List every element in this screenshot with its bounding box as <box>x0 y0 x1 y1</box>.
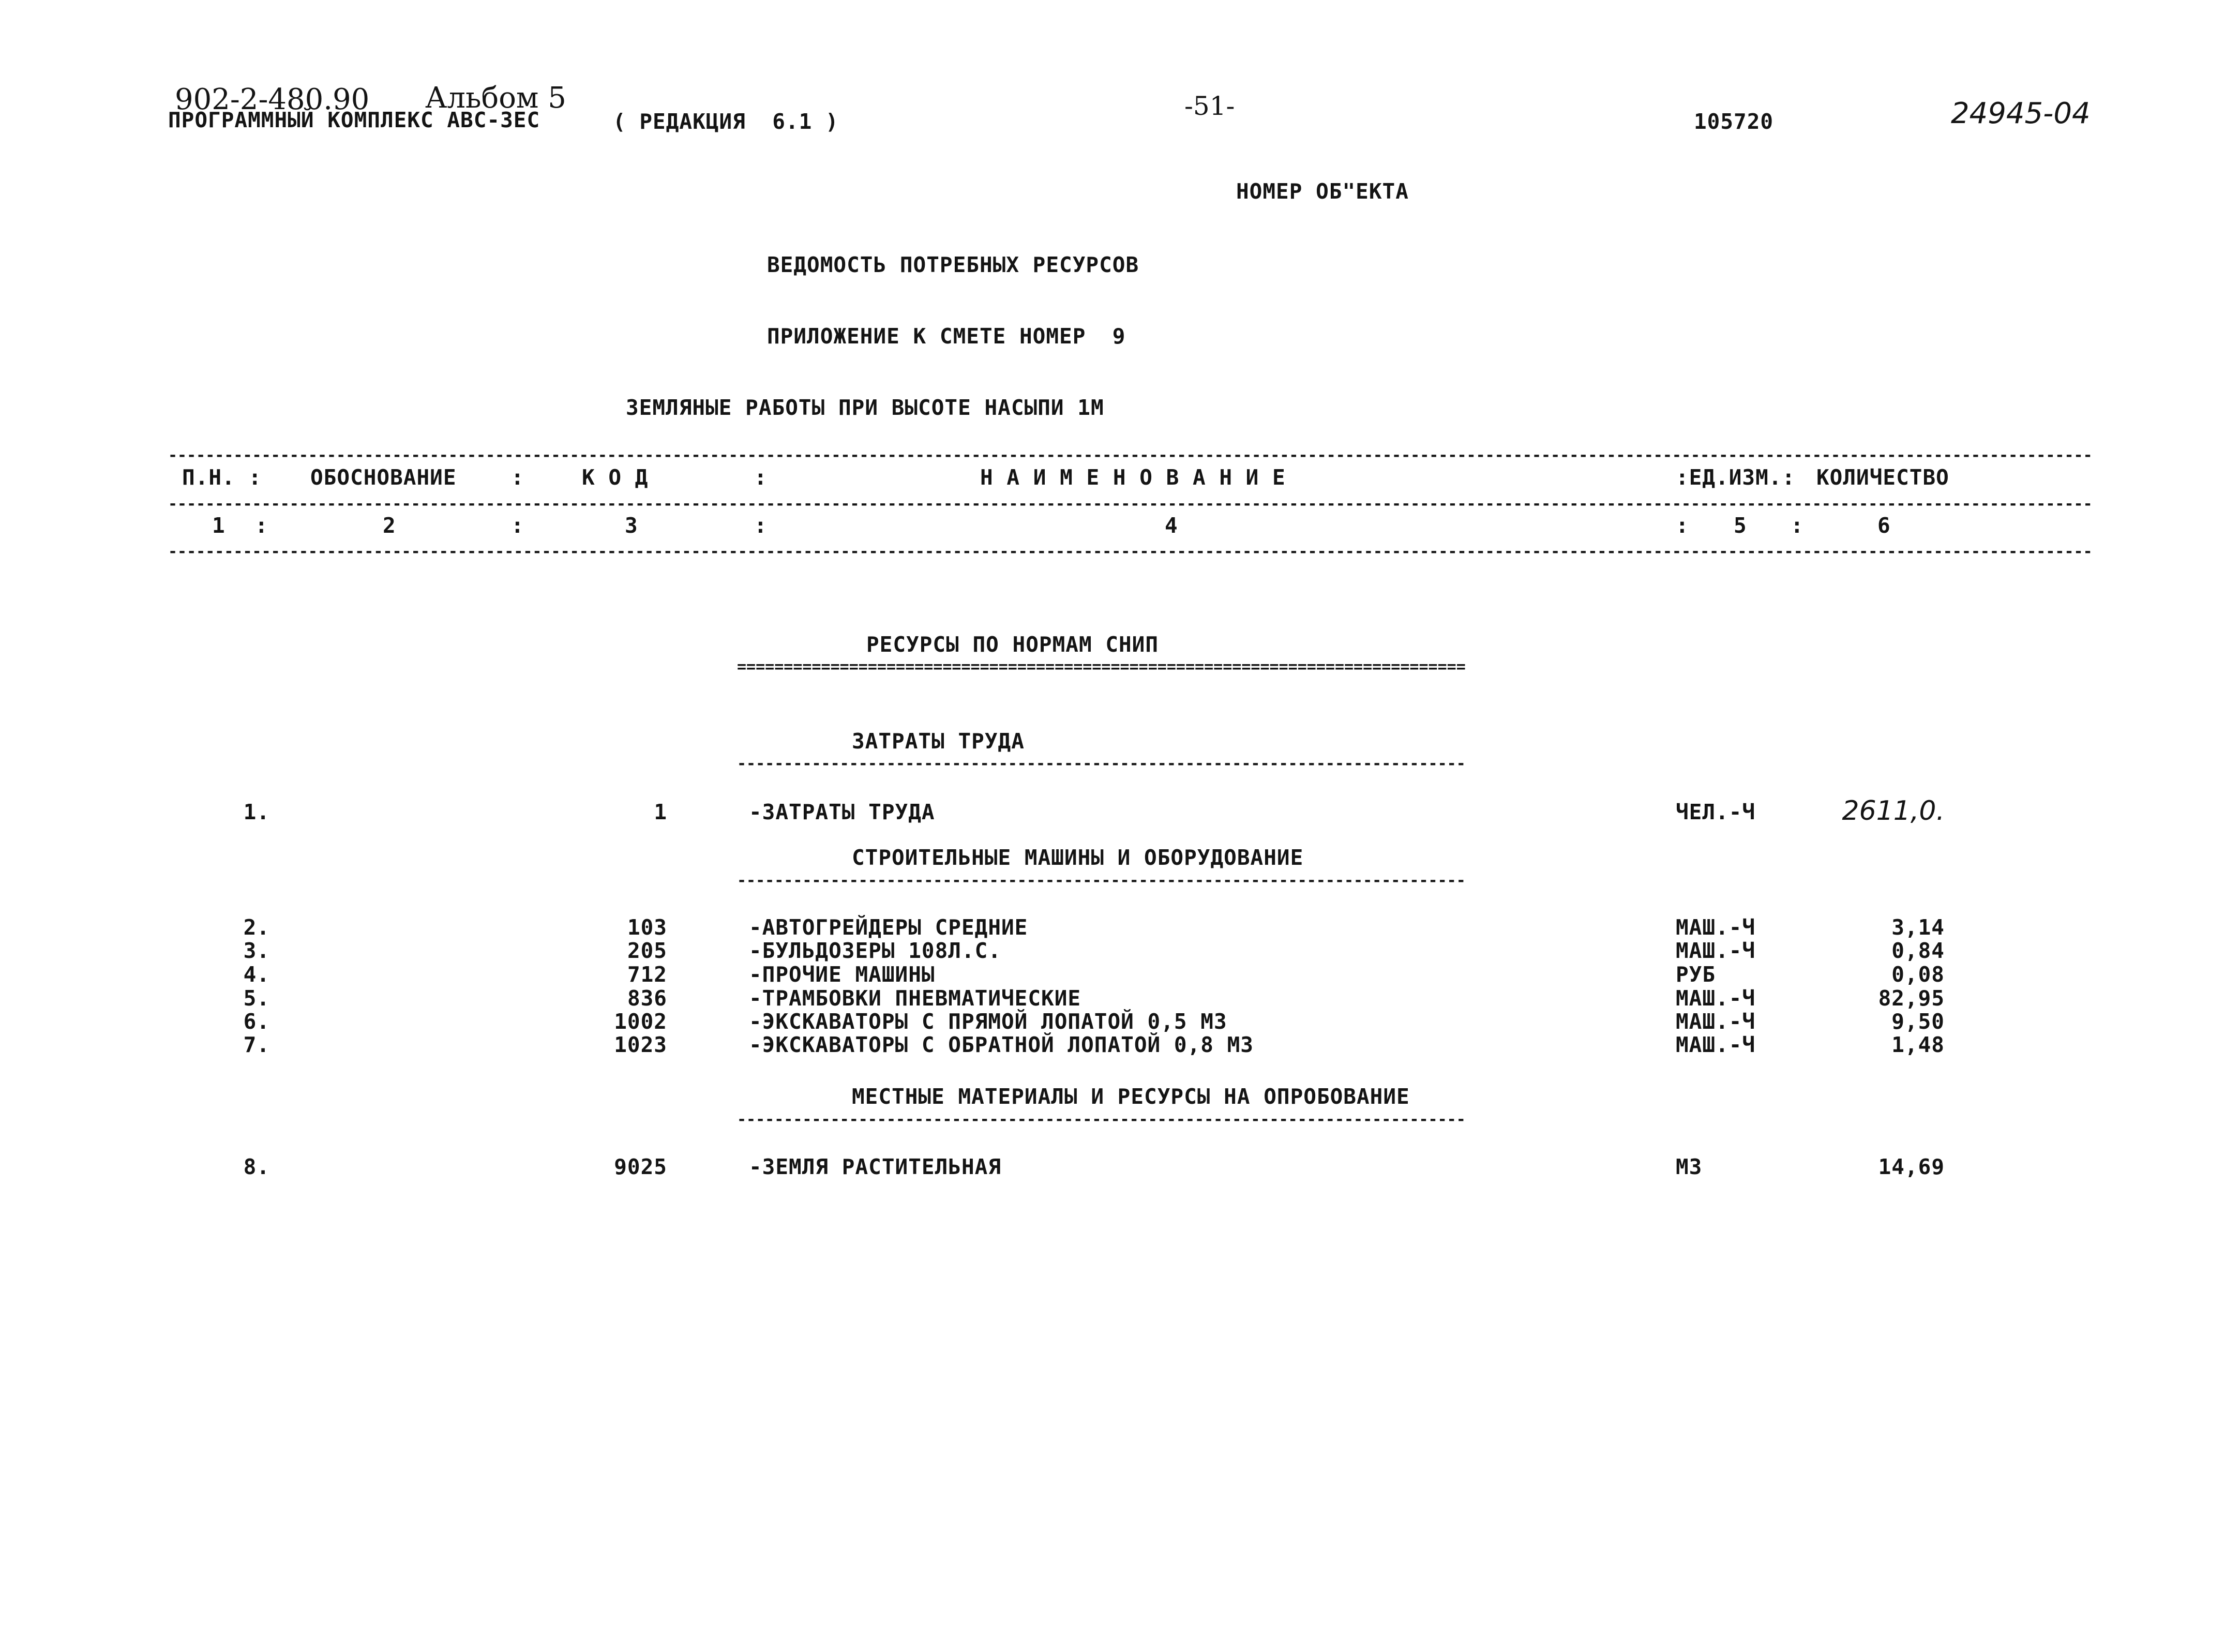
row-number: 5. <box>243 986 270 1011</box>
row-quantity: 14,69 <box>1878 1154 1945 1179</box>
row-name: -ЭКСКАВАТОРЫ С ОБРАТНОЙ ЛОПАТОЙ 0,8 М3 <box>749 1032 1254 1057</box>
column-header-quantity: КОЛИЧЕСТВО <box>1816 465 1949 490</box>
row-name: -ЗЕМЛЯ РАСТИТЕЛЬНАЯ <box>749 1154 1001 1179</box>
section-labor-title: ЗАТРАТЫ ТРУДА <box>852 729 1025 754</box>
row-unit: МАШ.-Ч <box>1676 986 1756 1011</box>
edition-label: ( РЕДАКЦИЯ 6.1 ) <box>613 109 839 134</box>
row-code: 1023 <box>614 1032 667 1057</box>
row-code: 1 <box>654 800 667 824</box>
row-code: 9025 <box>614 1154 667 1179</box>
appendix-title: ПРИЛОЖЕНИЕ К СМЕТЕ НОМЕР 9 <box>767 324 1126 349</box>
dashed-rule: ------------------------------------------------------------------------------ <box>737 872 1466 890</box>
statement-title: ВЕДОМОСТЬ ПОТРЕБНЫХ РЕСУРСОВ <box>767 252 1139 277</box>
column-header-code: К О Д <box>582 465 649 490</box>
row-name: -ПРОЧИЕ МАШИНЫ <box>749 962 935 987</box>
album-label: Альбом 5 <box>425 81 566 115</box>
row-name: -ТРАМБОВКИ ПНЕВМАТИЧЕСКИЕ <box>749 986 1081 1011</box>
document-code: 902-2-480.90 <box>175 83 370 116</box>
row-code: 712 <box>627 962 667 987</box>
column-separator: : <box>511 513 524 538</box>
column-number: 6 <box>1877 513 1891 538</box>
row-unit: РУБ <box>1676 962 1716 987</box>
row-unit: МАШ.-Ч <box>1676 1032 1756 1057</box>
dashed-rule: -------------------------------------------------------------------------------------------------------------------------------------------------------------------------------------------------------------- <box>168 446 2093 464</box>
dashed-rule: -------------------------------------------------------------------------------------------------------------------------------------------------------------------------------------------------------------- <box>168 495 2093 513</box>
row-quantity: 2611,0. <box>1842 795 1945 827</box>
section-materials-title: МЕСТНЫЕ МАТЕРИАЛЫ И РЕСУРСЫ НА ОПРОБОВАНИЕ <box>852 1084 1410 1109</box>
column-number: 2 <box>383 513 396 538</box>
row-number: 8. <box>243 1154 270 1179</box>
row-unit: М3 <box>1676 1154 1703 1179</box>
column-separator: : <box>754 513 768 538</box>
dashed-rule: ------------------------------------------------------------------------------ <box>737 1110 1466 1129</box>
dashed-rule: -------------------------------------------------------------------------------------------------------------------------------------------------------------------------------------------------------------- <box>168 543 2093 561</box>
row-name: -ЗАТРАТЫ ТРУДА <box>749 800 935 824</box>
row-quantity: 9,50 <box>1891 1009 1945 1034</box>
row-name: -АВТОГРЕЙДЕРЫ СРЕДНИЕ <box>749 915 1028 940</box>
column-header-pn: П.Н. : <box>182 465 262 490</box>
row-code: 205 <box>627 938 667 963</box>
row-quantity: 82,95 <box>1878 986 1945 1011</box>
column-separator: : <box>255 513 268 538</box>
column-header-basis: ОБОСНОВАНИЕ <box>310 465 457 490</box>
program-name: ПРОГРАММНЫЙ КОМПЛЕКС АВС-3ЕС <box>168 108 540 132</box>
column-number: 3 <box>625 513 638 538</box>
section-snip-title: РЕСУРСЫ ПО НОРМАМ СНИП <box>866 632 1159 657</box>
dashed-rule: ------------------------------------------------------------------------------ <box>737 755 1466 773</box>
row-number: 1. <box>243 800 270 824</box>
row-unit: МАШ.-Ч <box>1676 915 1756 940</box>
row-code: 1002 <box>614 1009 667 1034</box>
row-name: -ЭКСКАВАТОРЫ С ПРЯМОЙ ЛОПАТОЙ 0,5 М3 <box>749 1009 1227 1034</box>
row-unit: МАШ.-Ч <box>1676 938 1756 963</box>
row-quantity: 1,48 <box>1891 1032 1945 1057</box>
column-separator: : <box>1676 513 1689 538</box>
column-separator: : <box>511 465 524 490</box>
object-code: 105720 <box>1694 109 1774 134</box>
row-code: 836 <box>627 986 667 1011</box>
row-number: 4. <box>243 962 270 987</box>
column-number: 5 <box>1734 513 1747 538</box>
row-number: 7. <box>243 1032 270 1057</box>
column-header-name: Н А И М Е Н О В А Н И Е <box>980 465 1286 490</box>
column-number: 1 <box>212 513 225 538</box>
row-number: 2. <box>243 915 270 940</box>
row-quantity: 0,08 <box>1891 962 1945 987</box>
column-separator: : <box>754 465 768 490</box>
row-number: 6. <box>243 1009 270 1034</box>
document-number: 24945-04 <box>1951 97 2091 130</box>
row-quantity: 0,84 <box>1891 938 1945 963</box>
section-machines-title: СТРОИТЕЛЬНЫЕ МАШИНЫ И ОБОРУДОВАНИЕ <box>852 845 1304 870</box>
work-title: ЗЕМЛЯНЫЕ РАБОТЫ ПРИ ВЫСОТЕ НАСЫПИ 1М <box>626 395 1104 420</box>
row-unit: ЧЕЛ.-Ч <box>1676 800 1756 824</box>
page-number: -51- <box>1184 91 1235 121</box>
row-number: 3. <box>243 938 270 963</box>
object-number-title: НОМЕР ОБ"ЕКТА <box>1236 179 1409 204</box>
column-separator: : <box>1791 513 1804 538</box>
column-number: 4 <box>1165 513 1178 538</box>
column-header-unit: :ЕД.ИЗМ.: <box>1676 465 1796 490</box>
row-name: -БУЛЬДОЗЕРЫ 108Л.С. <box>749 938 1001 963</box>
row-code: 103 <box>627 915 667 940</box>
double-rule: ============================================================================== <box>737 658 1466 676</box>
row-unit: МАШ.-Ч <box>1676 1009 1756 1034</box>
row-quantity: 3,14 <box>1891 915 1945 940</box>
